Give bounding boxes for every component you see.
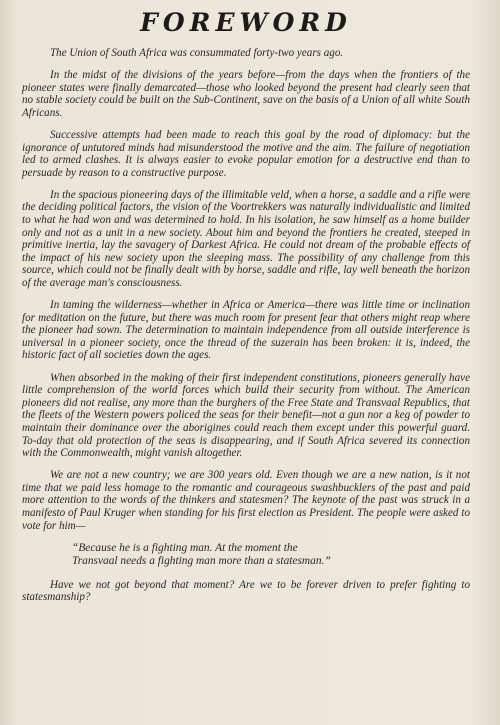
paragraph-7: We are not a new country; we are 300 years old. Even though we are a new nation, is it not time that we paid less homage to the romantic and courageous swashbucklers of the past and paid more attention to the words of the thinkers and statesmen? The keynote of the past was struck in a manifesto of Paul Kruger when standing for his first election as President. The people were asked to vote for him— <box>22 469 470 532</box>
paragraph-5: In taming the wilderness—whether in Africa or America—there was little time or inclination for meditation on the future, but there was much room for present fear that others might reap where the pioneer had sown. The determination to maintain independence from all outside interference is universal in a pioneer society, once the thread of the suzerain has been broken: it is, indeed, the historic fact of all societies down the ages. <box>22 299 470 362</box>
paragraph-1: The Union of South Africa was consummated forty-two years ago. <box>50 47 344 59</box>
paragraph-4: In the spacious pioneering days of the illimitable veld, when a horse, a saddle and a rifle were the deciding political factors, the vision of the Voortrekkers was naturally individualistic and limited to what he had won and was determined to hold. In his isolation, he saw himself as a home builder only and not as a unit in a new society. About him and beyond the frontiers he created, steeped in primitive inertia, lay the savagery of Darkest Africa. He could not dream of the probable effects of the impact of his new society upon the sleeping mass. The possibility of any challenge from this source, which could not be finally dealt with by horse, saddle and rifle, lay well beneath the horizon of the average man's consciousness. <box>22 188 470 289</box>
paragraph-6: When absorbed in the making of their first independent constitutions, pioneers generally have little comprehension of the world forces which build their security from without. The American pioneers did not realise, any more than the burghers of the Free State and Transvaal Republics, that the fleets of the Western powers policed the seas for their benefit—not a gun nor a keg of powder to maintain their dominance over the aborigines could reach them except under this powerful guard. To-day that old protection of the seas is disappearing, and if South Africa severed its connection with the Commonwealth, might vanish altogether. <box>22 371 470 460</box>
paragraph-2: In the midst of the divisions of the years before—from the days when the frontiers of the pioneer states were finally demarcated—those who looked beyond the present had clearly seen that no stable society could be built on the Sub-Continent, save on the basis of a Union of all white South Africans. <box>22 69 470 119</box>
kruger-quote <box>72 542 442 569</box>
page-title: FOREWORD <box>140 8 352 37</box>
closing-paragraph: Have we not got beyond that moment? Are we to be forever driven to prefer fighting to statesmanship? <box>22 578 470 604</box>
quote-line-1: “Because he is a fighting man. At the moment the <box>72 541 298 554</box>
paragraph-3: Successive attempts had been made to reach this goal by the road of diplomacy: but the ignorance of untutored minds had misunderstood the motive and the aim. The failure of negotiation led to armed clashes. It is always easier to evoke popular emotion for a destructive end than to persuade by reason to a constructive purpose. <box>22 128 470 179</box>
quote-line-2: Transvaal needs a fighting man more than a statesman.” <box>72 555 331 568</box>
